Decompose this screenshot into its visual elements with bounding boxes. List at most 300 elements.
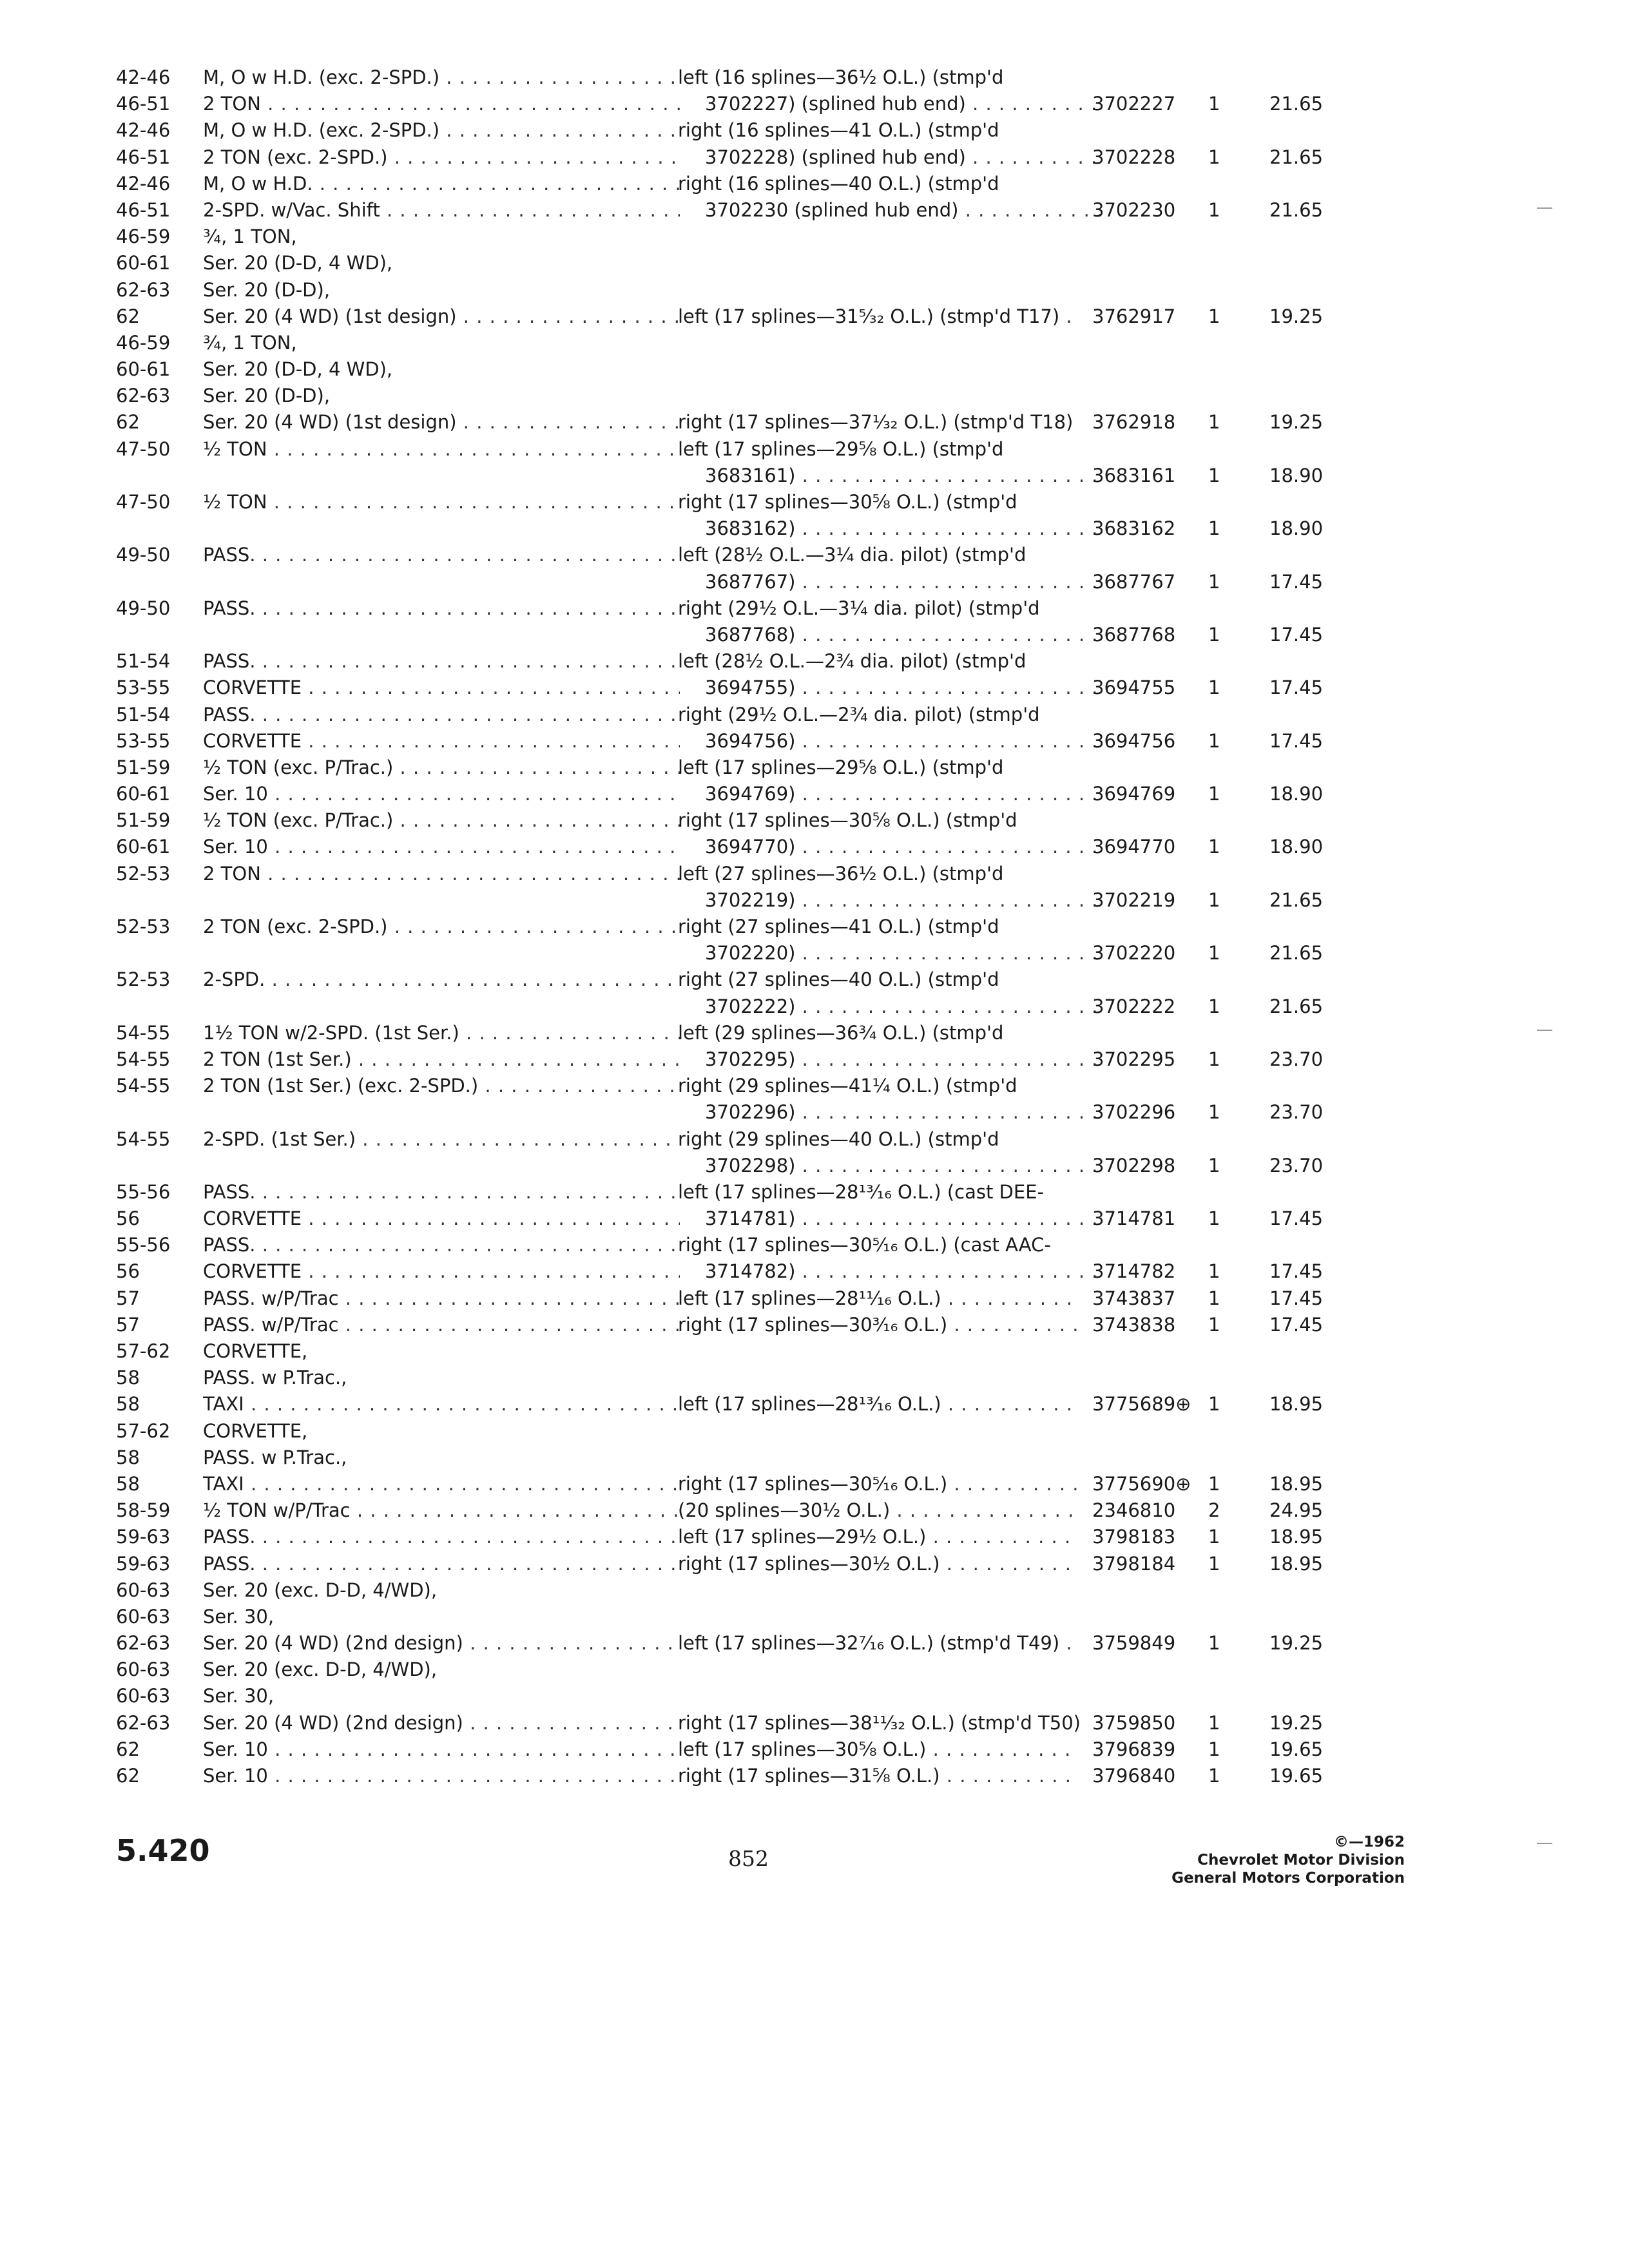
- part-number-cell: 3702228: [1092, 146, 1176, 168]
- description-cell: 3683162) . . .: [678, 515, 1104, 542]
- description-cell: left (27 splines—36½ O.L.) (stmp'd: [678, 862, 1004, 885]
- year-cell: 58-59: [116, 1499, 171, 1522]
- quantity-cell: 1: [1208, 517, 1220, 540]
- quantity-cell: 1: [1208, 1393, 1220, 1416]
- year-cell: 56: [116, 1260, 140, 1283]
- description-cell: right (29½ O.L.—3¼ dia. pilot) (stmp'd: [678, 597, 1040, 619]
- description-cell: 3702295) . . .: [678, 1046, 1104, 1073]
- quantity-cell: 1: [1208, 1526, 1220, 1548]
- year-cell: 54-55: [116, 1021, 171, 1044]
- year-cell: 62-63: [116, 1632, 171, 1655]
- model-cell: 1½ TON w/2-SPD. (1st Ser.) . . .: [203, 1020, 680, 1046]
- quantity-cell: 1: [1208, 1313, 1220, 1336]
- description-cell: left (17 splines—28¹¹⁄₁₆ O.L.) . . .: [678, 1285, 1077, 1312]
- table-row: [116, 834, 1340, 860]
- table-row: [116, 1710, 1340, 1736]
- quantity-cell: 1: [1208, 411, 1220, 434]
- model-cell: TAXI . . .: [203, 1391, 680, 1418]
- year-cell: 62: [116, 1738, 140, 1760]
- quantity-cell: 1: [1208, 93, 1220, 115]
- copyright-year: ©—1962: [1333, 1834, 1405, 1850]
- table-row: [116, 940, 1340, 966]
- quantity-cell: 1: [1208, 1738, 1220, 1760]
- model-cell: CORVETTE . . .: [203, 1258, 680, 1285]
- quantity-cell: 1: [1208, 729, 1220, 752]
- table-row: [116, 489, 1340, 515]
- year-cell: 60-63: [116, 1658, 171, 1681]
- quantity-cell: 1: [1208, 995, 1220, 1017]
- year-cell: 46-51: [116, 198, 171, 221]
- table-row: [116, 515, 1340, 542]
- price-cell: 18.90: [1269, 783, 1324, 805]
- quantity-cell: 1: [1208, 464, 1220, 486]
- description-cell: 3702219) . . .: [678, 887, 1104, 914]
- model-cell: ¾, 1 TON,: [203, 331, 297, 354]
- corporation-name: General Motors Corporation: [1171, 1870, 1405, 1887]
- part-number-cell: 3775689⊕: [1092, 1393, 1191, 1416]
- table-row: [116, 781, 1340, 807]
- model-cell: Ser. 20 (D-D, 4 WD),: [203, 252, 393, 274]
- quantity-cell: 1: [1208, 1711, 1220, 1734]
- part-number-cell: 3694756: [1092, 729, 1176, 752]
- description-cell: right (17 splines—30⅝ O.L.) (stmp'd: [678, 809, 1017, 832]
- table-row: [116, 1391, 1340, 1418]
- part-number-cell: 3702295: [1092, 1048, 1176, 1070]
- year-cell: 60-61: [116, 783, 171, 805]
- year-cell: 46-51: [116, 146, 171, 168]
- model-cell: Ser. 20 (exc. D-D, 4/WD),: [203, 1579, 438, 1601]
- year-cell: 49-50: [116, 597, 171, 619]
- part-number-cell: 3702227: [1092, 93, 1176, 115]
- model-cell: ½ TON . . .: [203, 436, 680, 463]
- model-cell: CORVETTE,: [203, 1419, 308, 1442]
- model-cell: PASS. . . .: [203, 1524, 680, 1550]
- description-cell: left (17 splines—28¹³⁄₁₆ O.L.) . . .: [678, 1391, 1077, 1418]
- year-cell: 58: [116, 1393, 140, 1416]
- part-number-cell: 3759850: [1092, 1711, 1176, 1734]
- price-cell: 18.90: [1269, 464, 1324, 486]
- year-cell: 60-61: [116, 252, 171, 274]
- table-row: [116, 1471, 1340, 1497]
- model-cell: PASS. . . .: [203, 702, 680, 728]
- quantity-cell: 1: [1208, 623, 1220, 646]
- description-cell: left (17 splines—28¹³⁄₁₆ O.L.) (cast DEE-: [678, 1180, 1044, 1203]
- quantity-cell: 1: [1208, 1287, 1220, 1309]
- year-cell: 52-53: [116, 968, 171, 991]
- table-row: [116, 117, 1340, 144]
- year-cell: 53-55: [116, 729, 171, 752]
- price-cell: 21.65: [1269, 889, 1324, 911]
- model-cell: PASS. w/P/Trac . . .: [203, 1285, 680, 1312]
- description-cell: right (17 splines—30⅝ O.L.) (stmp'd: [678, 491, 1017, 513]
- model-cell: Ser. 20 (4 WD) (2nd design) . . .: [203, 1630, 680, 1657]
- quantity-cell: 1: [1208, 1048, 1220, 1070]
- part-number-cell: 3775690⊕: [1092, 1472, 1191, 1495]
- price-cell: 19.25: [1269, 1632, 1324, 1655]
- year-cell: 46-59: [116, 331, 171, 354]
- table-row: [116, 409, 1340, 436]
- price-cell: 23.70: [1269, 1101, 1324, 1124]
- description-cell: left (29 splines—36¾ O.L.) (stmp'd: [678, 1021, 1004, 1044]
- table-row: [116, 1445, 1340, 1471]
- year-cell: 57: [116, 1313, 140, 1336]
- table-row: [116, 1285, 1340, 1312]
- part-number-cell: 3687768: [1092, 623, 1176, 646]
- description-cell: left (16 splines—36½ O.L.) (stmp'd: [678, 66, 1004, 88]
- model-cell: PASS. . . .: [203, 648, 680, 675]
- margin-mark: [1537, 207, 1552, 209]
- price-cell: 17.45: [1269, 570, 1324, 593]
- description-cell: right (17 splines—30⁵⁄₁₆ O.L.) . . .: [678, 1471, 1077, 1497]
- year-cell: 55-56: [116, 1234, 171, 1256]
- model-cell: M, O w H.D. (exc. 2-SPD.) . . .: [203, 117, 680, 144]
- part-number-cell: 2346810: [1092, 1499, 1176, 1522]
- year-cell: 49-50: [116, 544, 171, 566]
- table-row: [116, 1179, 1340, 1206]
- page-number: 852: [728, 1846, 769, 1871]
- model-cell: Ser. 10 . . .: [203, 834, 680, 860]
- description-cell: (20 splines—30½ O.L.) . . .: [678, 1497, 1077, 1524]
- description-cell: 3702230 (splined hub end) . . .: [678, 197, 1104, 224]
- price-cell: 17.45: [1269, 1207, 1324, 1230]
- table-row: [116, 436, 1340, 463]
- price-cell: 18.90: [1269, 836, 1324, 858]
- part-number-cell: 3798183: [1092, 1526, 1176, 1548]
- year-cell: 42-46: [116, 172, 171, 195]
- price-cell: 19.65: [1269, 1738, 1324, 1760]
- part-number-cell: 3796839: [1092, 1738, 1176, 1760]
- description-cell: 3702298) . . .: [678, 1153, 1104, 1179]
- description-cell: left (17 splines—29⅝ O.L.) (stmp'd: [678, 437, 1004, 460]
- price-cell: 17.45: [1269, 1260, 1324, 1283]
- model-cell: CORVETTE . . .: [203, 728, 680, 754]
- year-cell: 59-63: [116, 1552, 171, 1575]
- year-cell: 58: [116, 1367, 140, 1389]
- model-cell: CORVETTE . . .: [203, 1206, 680, 1232]
- table-row: [116, 383, 1340, 409]
- model-cell: ½ TON w/P/Trac . . .: [203, 1497, 680, 1524]
- table-row: [116, 1763, 1340, 1789]
- description-cell: 3694755) . . .: [678, 675, 1104, 701]
- table-row: [116, 1577, 1340, 1604]
- table-row: [116, 754, 1340, 781]
- description-cell: right (16 splines—41 O.L.) (stmp'd: [678, 119, 999, 142]
- quantity-cell: 1: [1208, 1101, 1220, 1124]
- table-row: [116, 1073, 1340, 1099]
- description-cell: right (17 splines—38¹¹⁄₃₂ O.L.) (stmp'd T50): [678, 1711, 1081, 1734]
- year-cell: 51-54: [116, 703, 171, 726]
- price-cell: 17.45: [1269, 677, 1324, 699]
- model-cell: ½ TON (exc. P/Trac.) . . .: [203, 754, 680, 781]
- model-cell: Ser. 20 (D-D),: [203, 385, 331, 407]
- description-cell: left (17 splines—31⁵⁄₃₂ O.L.) (stmp'd T17) . . .: [678, 303, 1077, 330]
- table-row: [116, 861, 1340, 887]
- table-row: [116, 1312, 1340, 1338]
- part-number-cell: 3702222: [1092, 995, 1176, 1017]
- table-row: [116, 542, 1340, 568]
- quantity-cell: 2: [1208, 1499, 1220, 1522]
- model-cell: Ser. 20 (exc. D-D, 4/WD),: [203, 1658, 438, 1681]
- price-cell: 19.65: [1269, 1765, 1324, 1787]
- year-cell: 53-55: [116, 677, 171, 699]
- model-cell: CORVETTE,: [203, 1340, 308, 1362]
- table-row: [116, 1365, 1340, 1391]
- model-cell: CORVETTE . . .: [203, 675, 680, 701]
- model-cell: M, O w H.D. . . .: [203, 171, 680, 197]
- part-number-cell: 3694755: [1092, 677, 1176, 699]
- year-cell: 62: [116, 305, 140, 327]
- year-cell: 56: [116, 1207, 140, 1230]
- year-cell: 54-55: [116, 1075, 171, 1097]
- part-number-cell: 3762917: [1092, 305, 1176, 327]
- part-number-cell: 3743837: [1092, 1287, 1176, 1309]
- description-cell: right (29 splines—40 O.L.) (stmp'd: [678, 1128, 999, 1150]
- quantity-cell: 1: [1208, 1154, 1220, 1177]
- part-number-cell: 3714782: [1092, 1260, 1176, 1283]
- table-row: [116, 1497, 1340, 1524]
- price-cell: 23.70: [1269, 1048, 1324, 1070]
- table-row: [116, 1153, 1340, 1179]
- year-cell: 42-46: [116, 119, 171, 142]
- model-cell: ½ TON . . .: [203, 489, 680, 515]
- model-cell: PASS. w P.Trac.,: [203, 1446, 347, 1468]
- table-row: [116, 595, 1340, 622]
- part-number-cell: 3796840: [1092, 1765, 1176, 1787]
- year-cell: 62-63: [116, 385, 171, 407]
- table-row: [116, 277, 1340, 303]
- description-cell: right (16 splines—40 O.L.) (stmp'd: [678, 172, 999, 195]
- description-cell: left (17 splines—29½ O.L.) . . .: [678, 1524, 1077, 1550]
- part-number-cell: 3762918: [1092, 411, 1176, 434]
- table-row: [116, 569, 1340, 595]
- table-row: [116, 144, 1340, 171]
- table-row: [116, 250, 1340, 276]
- year-cell: 58: [116, 1472, 140, 1495]
- quantity-cell: 1: [1208, 1632, 1220, 1655]
- description-cell: 3702296) . . .: [678, 1099, 1104, 1126]
- year-cell: 62: [116, 411, 140, 434]
- quantity-cell: 1: [1208, 677, 1220, 699]
- description-cell: 3702227) (splined hub end) . . .: [678, 91, 1104, 117]
- part-number-cell: 3702298: [1092, 1154, 1176, 1177]
- year-cell: 47-50: [116, 437, 171, 460]
- model-cell: 2 TON . . .: [203, 861, 680, 887]
- year-cell: 51-59: [116, 756, 171, 778]
- part-number-cell: 3702220: [1092, 942, 1176, 965]
- year-cell: 54-55: [116, 1128, 171, 1150]
- year-cell: 60-63: [116, 1579, 171, 1601]
- table-row: [116, 1020, 1340, 1046]
- year-cell: 52-53: [116, 862, 171, 885]
- price-cell: 23.70: [1269, 1154, 1324, 1177]
- model-cell: 2 TON (1st Ser.) . . .: [203, 1046, 680, 1073]
- table-row: [116, 1099, 1340, 1126]
- year-cell: 47-50: [116, 491, 171, 513]
- description-cell: right (17 splines—30⁵⁄₁₆ O.L.) (cast AAC-: [678, 1234, 1051, 1256]
- part-number-cell: 3683162: [1092, 517, 1176, 540]
- year-cell: 51-59: [116, 809, 171, 832]
- model-cell: 2 TON (exc. 2-SPD.) . . .: [203, 144, 680, 171]
- description-cell: 3694770) . . .: [678, 834, 1104, 860]
- year-cell: 57: [116, 1287, 140, 1309]
- price-cell: 19.25: [1269, 305, 1324, 327]
- model-cell: Ser. 20 (4 WD) (1st design) . . .: [203, 409, 680, 436]
- margin-mark: [1537, 1843, 1552, 1844]
- table-row: [116, 807, 1340, 834]
- description-cell: 3694769) . . .: [678, 781, 1104, 807]
- table-row: [116, 1206, 1340, 1232]
- description-cell: right (17 splines—30³⁄₁₆ O.L.) . . .: [678, 1312, 1077, 1338]
- year-cell: 58: [116, 1446, 140, 1468]
- model-cell: Ser. 10 . . .: [203, 1763, 680, 1789]
- part-number-cell: 3702296: [1092, 1101, 1176, 1124]
- model-cell: ¾, 1 TON,: [203, 226, 297, 248]
- price-cell: 21.65: [1269, 942, 1324, 965]
- description-cell: right (27 splines—40 O.L.) (stmp'd: [678, 968, 999, 991]
- table-row: [116, 303, 1340, 330]
- section-number: 5.420: [116, 1833, 210, 1868]
- model-cell: Ser. 20 (D-D),: [203, 278, 331, 301]
- table-row: [116, 1126, 1340, 1153]
- year-cell: 57-62: [116, 1419, 171, 1442]
- description-cell: 3714781) . . .: [678, 1206, 1104, 1232]
- model-cell: 2 TON (1st Ser.) (exc. 2-SPD.) . . .: [203, 1073, 680, 1099]
- year-cell: 55-56: [116, 1180, 171, 1203]
- model-cell: 2-SPD. (1st Ser.) . . .: [203, 1126, 680, 1153]
- table-row: [116, 702, 1340, 728]
- description-cell: left (17 splines—29⅝ O.L.) (stmp'd: [678, 756, 1004, 778]
- description-cell: 3714782) . . .: [678, 1258, 1104, 1285]
- quantity-cell: 1: [1208, 1207, 1220, 1230]
- part-number-cell: 3702230: [1092, 198, 1176, 221]
- price-cell: 21.65: [1269, 146, 1324, 168]
- table-row: [116, 463, 1340, 489]
- part-number-cell: 3694769: [1092, 783, 1176, 805]
- quantity-cell: 1: [1208, 146, 1220, 168]
- table-row: [116, 1736, 1340, 1763]
- model-cell: Ser. 20 (D-D, 4 WD),: [203, 358, 393, 381]
- model-cell: Ser. 10 . . .: [203, 781, 680, 807]
- model-cell: PASS. . . .: [203, 1179, 680, 1206]
- table-row: [116, 224, 1340, 250]
- description-cell: 3687768) . . .: [678, 622, 1104, 648]
- table-row: [116, 648, 1340, 675]
- description-cell: left (17 splines—30⅝ O.L.) . . .: [678, 1736, 1077, 1763]
- table-row: [116, 1338, 1340, 1365]
- model-cell: PASS. w/P/Trac . . .: [203, 1312, 680, 1338]
- year-cell: 57-62: [116, 1340, 171, 1362]
- model-cell: 2 TON . . .: [203, 91, 680, 117]
- model-cell: Ser. 10 . . .: [203, 1736, 680, 1763]
- part-number-cell: 3702219: [1092, 889, 1176, 911]
- table-row: [116, 1630, 1340, 1657]
- model-cell: Ser. 30,: [203, 1605, 275, 1628]
- table-row: [116, 887, 1340, 914]
- description-cell: right (17 splines—31⅝ O.L.) . . .: [678, 1763, 1077, 1789]
- table-row: [116, 1551, 1340, 1577]
- model-cell: TAXI . . .: [203, 1471, 680, 1497]
- table-row: [116, 91, 1340, 117]
- description-cell: right (27 splines—41 O.L.) (stmp'd: [678, 916, 999, 937]
- price-cell: 18.95: [1269, 1526, 1324, 1548]
- year-cell: 62: [116, 1765, 140, 1787]
- table-row: [116, 171, 1340, 197]
- copyright-block: [1141, 1833, 1405, 1887]
- table-row: [116, 728, 1340, 754]
- price-cell: 21.65: [1269, 995, 1324, 1017]
- part-number-cell: 3743838: [1092, 1313, 1176, 1336]
- part-number-cell: 3759849: [1092, 1632, 1176, 1655]
- quantity-cell: 1: [1208, 1552, 1220, 1575]
- table-row: [116, 356, 1340, 383]
- price-cell: 19.25: [1269, 1711, 1324, 1734]
- parts-catalog-table: [116, 64, 1340, 1789]
- part-number-cell: 3687767: [1092, 570, 1176, 593]
- price-cell: 18.90: [1269, 517, 1324, 540]
- table-row: [116, 1524, 1340, 1550]
- description-cell: left (28½ O.L.—2¾ dia. pilot) (stmp'd: [678, 650, 1027, 673]
- quantity-cell: 1: [1208, 783, 1220, 805]
- model-cell: Ser. 20 (4 WD) (1st design) . . .: [203, 303, 680, 330]
- description-cell: 3683161) . . .: [678, 463, 1104, 489]
- quantity-cell: 1: [1208, 836, 1220, 858]
- price-cell: 19.25: [1269, 411, 1324, 434]
- table-row: [116, 64, 1340, 91]
- year-cell: 59-63: [116, 1526, 171, 1548]
- table-row: [116, 914, 1340, 940]
- table-row: [116, 1258, 1340, 1285]
- part-number-cell: 3798184: [1092, 1552, 1176, 1575]
- table-row: [116, 966, 1340, 993]
- description-cell: right (17 splines—30½ O.L.) . . .: [678, 1551, 1077, 1577]
- table-row: [116, 1046, 1340, 1073]
- quantity-cell: 1: [1208, 1260, 1220, 1283]
- price-cell: 21.65: [1269, 93, 1324, 115]
- model-cell: PASS. w P.Trac.,: [203, 1367, 347, 1389]
- description-cell: right (17 splines—37¹⁄₃₂ O.L.) (stmp'd T18): [678, 411, 1074, 434]
- year-cell: 46-59: [116, 226, 171, 248]
- description-cell: 3702220) . . .: [678, 940, 1104, 966]
- model-cell: 2-SPD. . . .: [203, 966, 680, 993]
- price-cell: 18.95: [1269, 1393, 1324, 1416]
- model-cell: Ser. 30,: [203, 1685, 275, 1707]
- table-row: [116, 994, 1340, 1020]
- part-number-cell: 3694770: [1092, 836, 1176, 858]
- model-cell: Ser. 20 (4 WD) (2nd design) . . .: [203, 1710, 680, 1736]
- model-cell: 2-SPD. w/Vac. Shift . . .: [203, 197, 680, 224]
- price-cell: 21.65: [1269, 198, 1324, 221]
- year-cell: 62-63: [116, 278, 171, 301]
- description-cell: 3694756) . . .: [678, 728, 1104, 754]
- price-cell: 17.45: [1269, 623, 1324, 646]
- model-cell: PASS. . . .: [203, 542, 680, 568]
- part-number-cell: 3683161: [1092, 464, 1176, 486]
- quantity-cell: 1: [1208, 1472, 1220, 1495]
- model-cell: ½ TON (exc. P/Trac.) . . .: [203, 807, 680, 834]
- year-cell: 60-61: [116, 358, 171, 381]
- description-cell: right (29 splines—41¼ O.L.) (stmp'd: [678, 1075, 1017, 1097]
- price-cell: 17.45: [1269, 1313, 1324, 1336]
- year-cell: 46-51: [116, 93, 171, 115]
- quantity-cell: 1: [1208, 889, 1220, 911]
- table-row: [116, 675, 1340, 701]
- table-row: [116, 197, 1340, 224]
- table-row: [116, 1418, 1340, 1445]
- description-cell: right (29½ O.L.—2¾ dia. pilot) (stmp'd: [678, 703, 1040, 726]
- description-cell: 3702228) (splined hub end) . . .: [678, 144, 1104, 171]
- quantity-cell: 1: [1208, 305, 1220, 327]
- quantity-cell: 1: [1208, 570, 1220, 593]
